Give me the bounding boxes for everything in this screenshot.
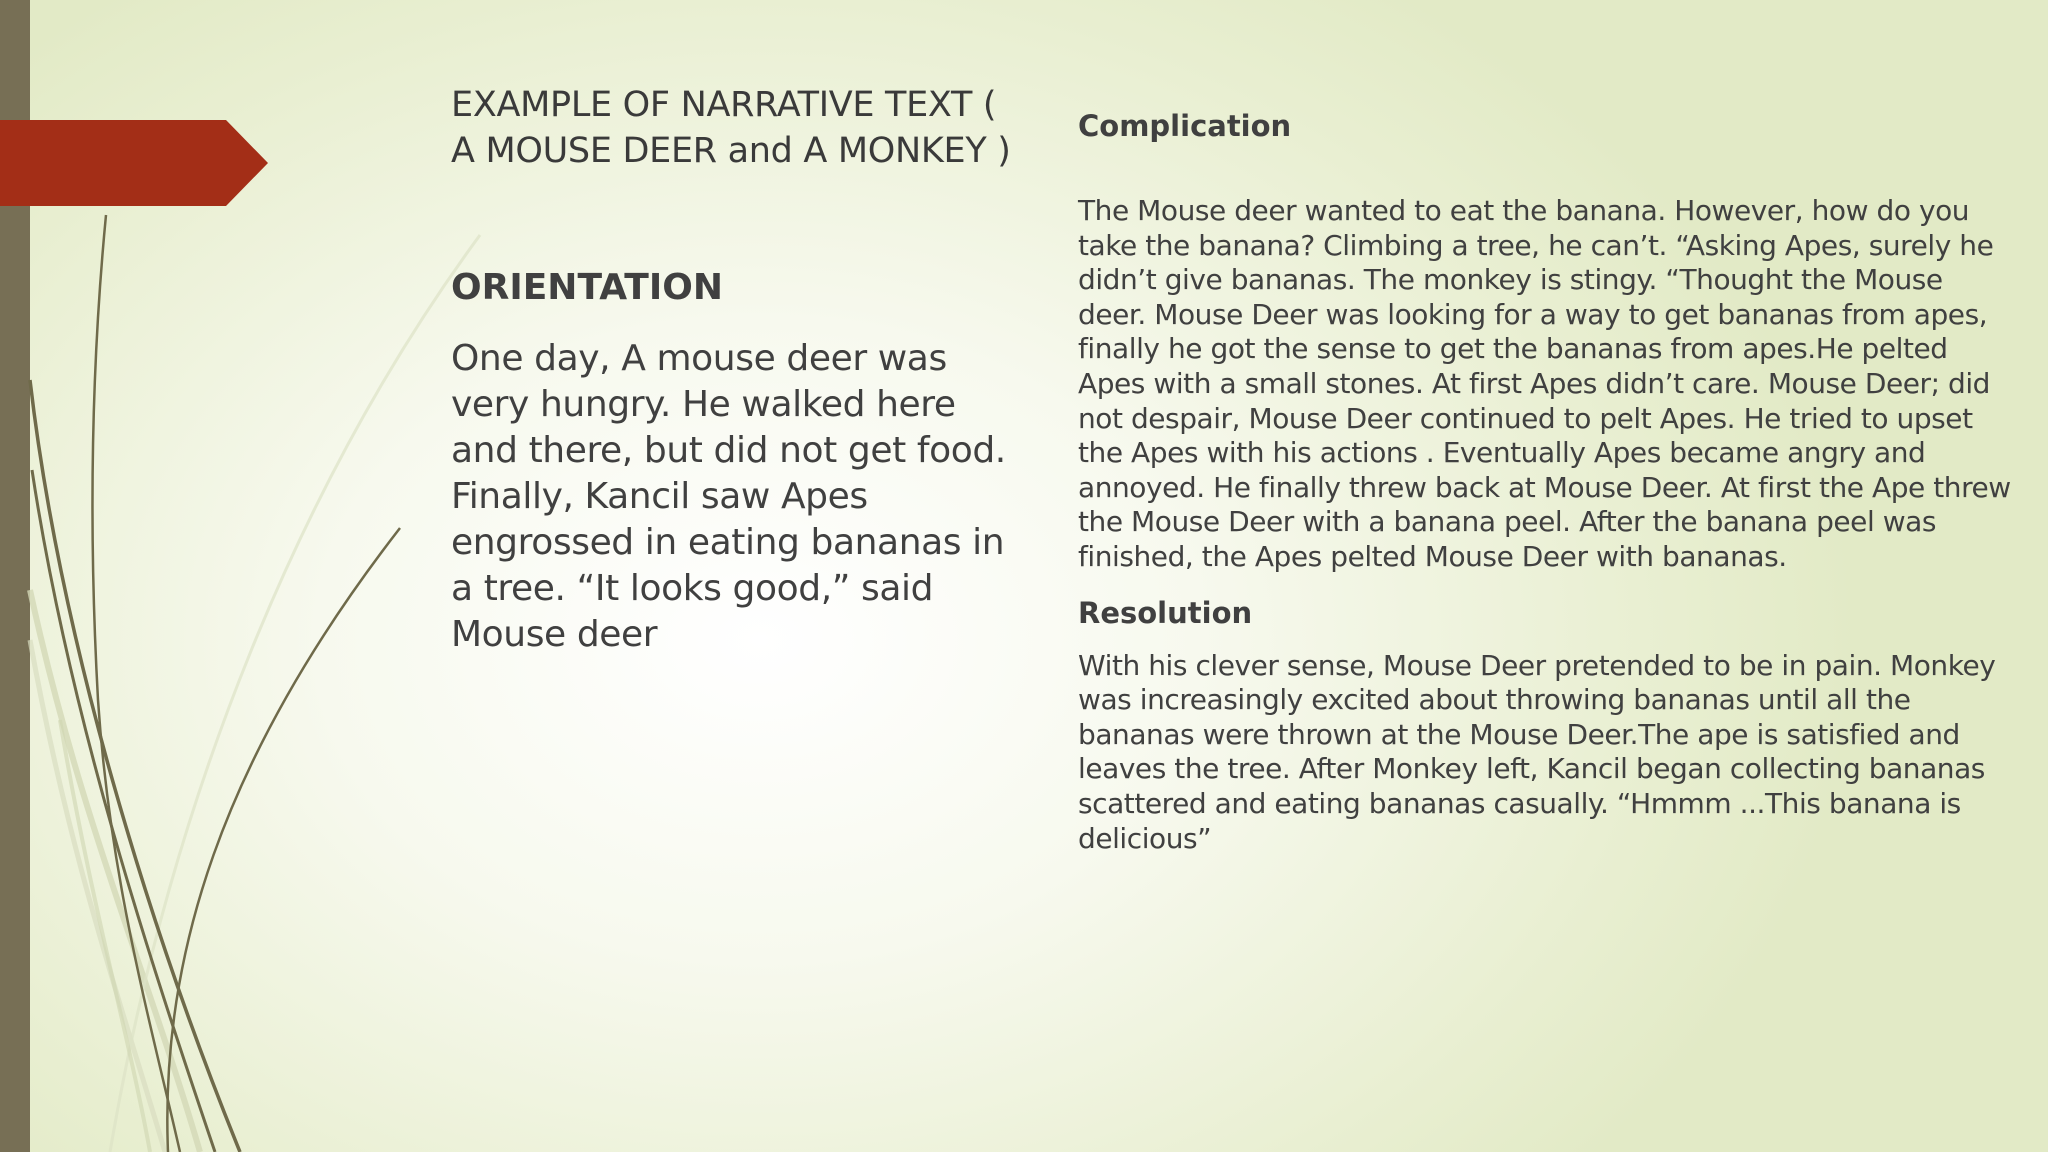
orientation-section [451,262,1031,658]
red-arrow-tab [0,120,268,206]
resolution-heading: Resolution [1078,595,1253,630]
resolution-text: With his clever sense, Mouse Deer pretended to be in pain. Monkey was increasingly excited about throwing bananas until all the bananas were thrown at the Mouse Deer.The ape is satisfied and leaves the tree. After Monkey left, Kancil began collecting bananas scattered and eating bananas casually. “Hmmm ...This banana is delicious” [1078,648,1996,855]
orientation-heading: ORIENTATION [451,267,723,308]
complication-heading: Complication [1078,109,1292,143]
complication-text: The Mouse deer wanted to eat the banana. However, how do you take the banana? Climbing a tree, he can’t. “Asking Apes, surely he didn’t give bananas. The monkey is stingy. “Thought the Mouse deer. Mouse Deer was looking for a way to get bananas from apes, finally he got the sense to get the bananas from apes.He pelted Apes with a small stones. At first Apes didn’t care. Mouse Deer; did not despair, Mouse Deer continued to pelt Apes. He tried to upset the Apes with his actions . Eventually Apes became angry and annoyed. He finally threw back at Mouse Deer. At first the Ape threw the Mouse Deer with a banana peel. After the banana peel was finished, the Apes pelted Mouse Deer with bananas. [1078,194,2011,573]
slide-title: EXAMPLE OF NARRATIVE TEXT ( A MOUSE DEER and A MONKEY ) [451,85,1011,171]
orientation-text: One day, A mouse deer was very hungry. He walked here and there, but did not get food. Finally, Kancil saw Apes engrossed in eating bananas in a tree. “It looks good,” said Mouse deer [451,338,1006,655]
right-column [1078,102,2018,856]
